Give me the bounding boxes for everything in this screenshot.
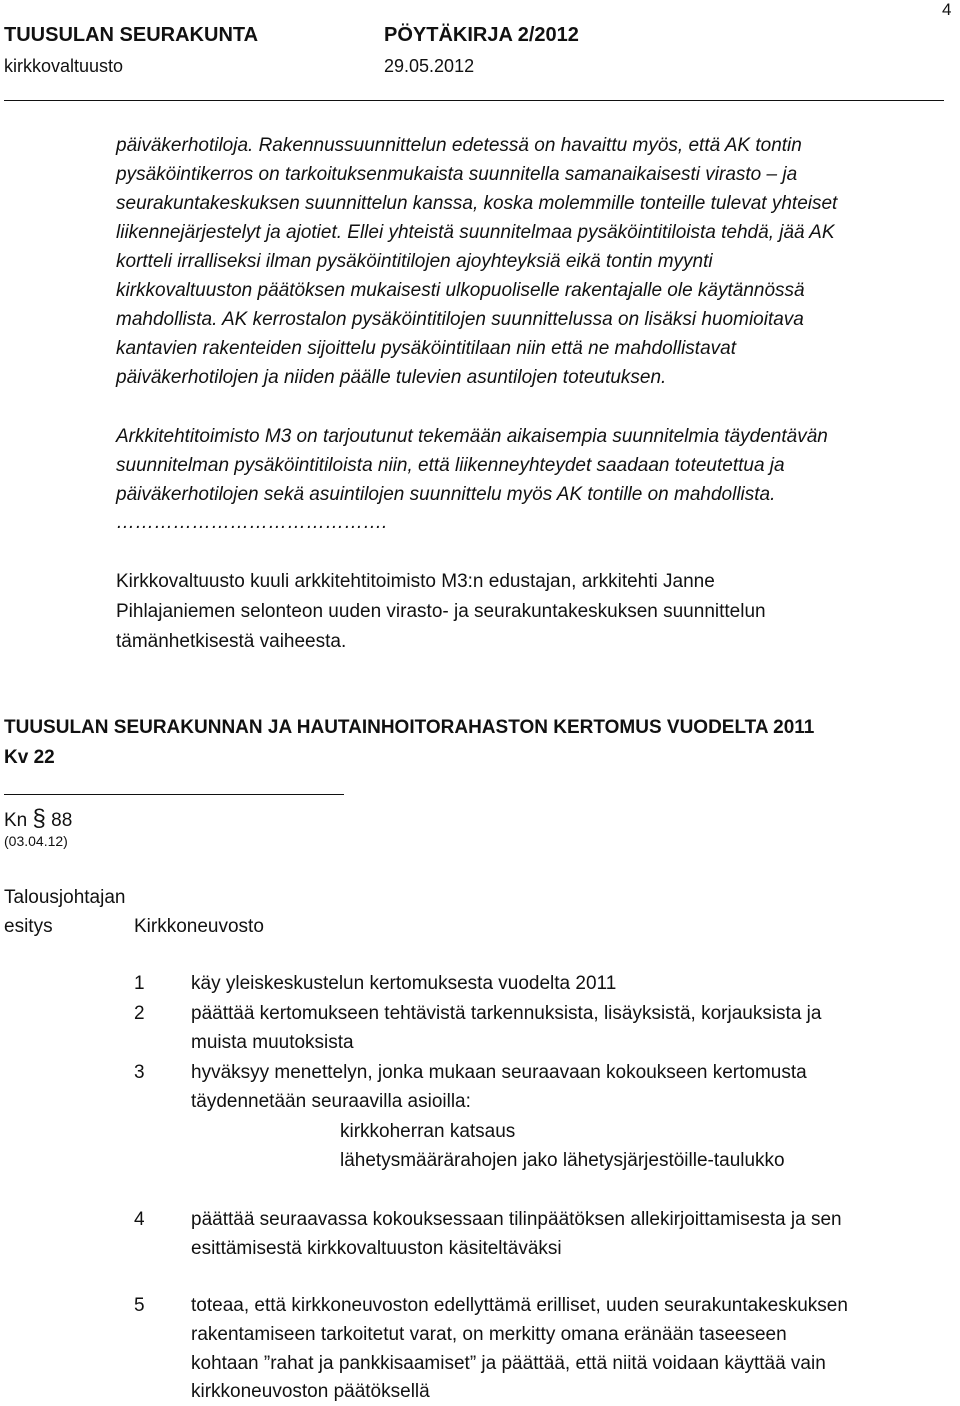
paragraph-line: kirkkovaltuuston päätöksen mukaisesti ulkopuoliselle rakentajalle ole käytännössä — [116, 280, 805, 301]
recipient: Kirkkoneuvosto — [134, 916, 264, 937]
ellipsis-line: ……………………………………. — [116, 512, 388, 533]
paragraph-line: päiväkerhotilojen sekä asuintilojen suunnittelu myös AK tontille on mahdollista. — [116, 484, 776, 505]
item-number: 2 — [134, 1003, 145, 1024]
item-number: 1 — [134, 973, 145, 994]
paragraph-sign: § — [32, 805, 46, 832]
sub-item: lähetysmäärärahojen jako lähetysjärjestöille-taulukko — [340, 1150, 785, 1171]
item-line: kirkkoneuvoston päätöksellä — [191, 1381, 430, 1402]
item-line: käy yleiskeskustelun kertomuksesta vuodelta 2011 — [191, 973, 617, 994]
kn-label: Kn — [4, 810, 28, 831]
header-body: kirkkovaltuusto — [4, 56, 124, 76]
item-line: muista muutoksista — [191, 1032, 354, 1053]
paragraph-line: päiväkerhotilojen ja niiden päälle tulevien asuntilojen toteutuksen. — [116, 367, 667, 388]
paragraph-line: seurakuntakeskuksen suunnittelun kanssa, koska molemmille tonteille tulevat yhteiset — [116, 193, 838, 214]
item-number: 5 — [134, 1295, 145, 1316]
section-rule — [4, 794, 344, 795]
item-line: päättää seuraavassa kokouksessaan tilinpäätöksen allekirjoittamisesta ja sen — [191, 1209, 842, 1230]
proposal-label: Talousjohtajan — [4, 887, 126, 908]
paragraph-line: kortteli irralliseksi ilman pysäköintitilojen ajoyhteyksiä eikä tontin myynti — [116, 251, 713, 272]
section-code: Kv 22 — [4, 747, 55, 768]
sub-item: kirkkoherran katsaus — [340, 1121, 516, 1142]
section-title: TUUSULAN SEURAKUNNAN JA HAUTAINHOITORAHASTON KERTOMUS VUODELTA 2011 — [4, 717, 815, 738]
item-line: toteaa, että kirkkoneuvoston edellyttämä erilliset, uuden seurakuntakeskuksen — [191, 1295, 848, 1316]
item-line: esittämisestä kirkkovaltuuston käsiteltäväksi — [191, 1238, 562, 1259]
paragraph-line: Pihlajaniemen selonteon uuden virasto- ja seurakuntakeskuksen suunnittelun — [116, 601, 766, 622]
paragraph-line: Arkkitehtitoimisto M3 on tarjoutunut tekemään aikaisempia suunnitelmia täydentävän — [116, 426, 828, 447]
item-number: 3 — [134, 1062, 145, 1083]
paragraph-line: kantavien rakenteiden sijoittelu pysäköintitilaan niin että ne mahdollistavat — [116, 338, 736, 359]
item-line: täydennetään seuraavilla asioilla: — [191, 1091, 471, 1112]
proposal-label-2: esitys — [4, 916, 53, 937]
item-line: kohtaan ”rahat ja pankkisaamiset” ja päättää, että niitä voidaan käyttää vain — [191, 1353, 826, 1374]
item-number: 4 — [134, 1209, 145, 1230]
item-line: hyväksyy menettelyn, jonka mukaan seuraavaan kokoukseen kertomusta — [191, 1062, 807, 1083]
header-date: 29.05.2012 — [384, 56, 475, 76]
paragraph-line: tämänhetkisestä vaiheesta. — [116, 631, 347, 652]
paragraph-line: suunnitelman pysäköintitiloista niin, että liikenneyhteydet saadaan toteutettua ja — [116, 455, 785, 476]
header-organization: TUUSULAN SEURAKUNTA — [4, 24, 259, 46]
header-rule — [4, 100, 944, 101]
kn-date: (03.04.12) — [4, 833, 68, 849]
paragraph-line: päiväkerhotiloja. Rakennussuunnittelun edetessä on havaittu myös, että AK tontin — [116, 135, 802, 156]
item-line: päättää kertomukseen tehtävistä tarkennuksista, lisäyksistä, korjauksista ja — [191, 1003, 822, 1024]
paragraph-line: mahdollista. AK kerrostalon pysäköintitilojen suunnittelussa on lisäksi huomioitava — [116, 309, 804, 330]
item-line: rakentamiseen tarkoitetut varat, on merkitty omana eränään taseeseen — [191, 1324, 787, 1345]
page-number: 4 — [942, 0, 952, 19]
header-document: PÖYTÄKIRJA 2/2012 — [384, 24, 579, 46]
paragraph-line: Kirkkovaltuusto kuuli arkkitehtitoimisto M3:n edustajan, arkkitehti Janne — [116, 571, 715, 592]
paragraph-line: liikennejärjestelyt ja ajotiet. Ellei yhteistä suunnitelmaa pysäköintitiloista tehdä, jää AK — [116, 222, 835, 243]
kn-number: 88 — [51, 810, 73, 831]
paragraph-line: pysäköintikerros on tarkoituksenmukaista suunnitella samanaikaisesti virasto – ja — [116, 164, 798, 185]
kn-reference — [4, 805, 72, 833]
